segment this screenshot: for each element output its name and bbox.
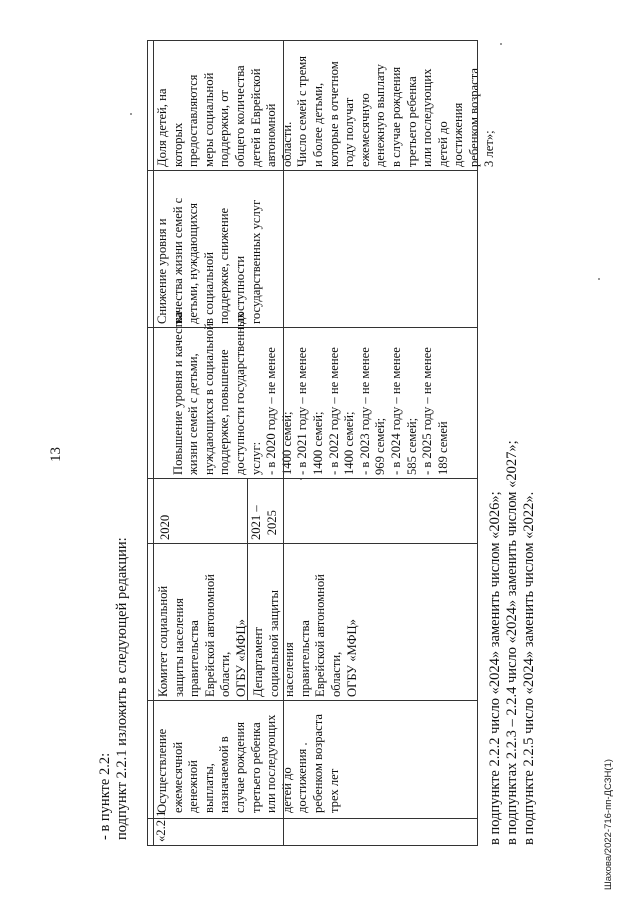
executor-2021-2025: Департамент социальной защиты населения правительства Еврейской автономной области, ОГБУ «МФЦ»: [251, 574, 359, 697]
executor-2020: Комитет социальной защиты населения правительства Еврейской автономной области, ОГБУ «МФЦ»: [156, 574, 248, 697]
scan-speck: [500, 43, 502, 45]
row-number: «2.2.1: [154, 810, 168, 842]
scan-speck: [598, 278, 600, 280]
page-number: 13: [48, 447, 64, 462]
footer-line-2: в подпунктах 2.2.3 – 2.2.4 число «2024» заменить числом «2027»;: [504, 440, 520, 845]
intro-line-1: - в пункте 2.2:: [97, 752, 113, 840]
scan-speck: [305, 743, 307, 745]
scan-speck: [300, 478, 302, 480]
period-2020: 2020: [158, 514, 172, 540]
consequences-cell: Снижение уровня и качества жизни семей с детьми, нуждающихся в социальной поддержке, снижение доступности государственных услуг: [155, 197, 263, 324]
watermark: Шахова/2022-716-пп-ДСЗН(1): [603, 759, 614, 890]
result-text: Повышение уровня и качества жизни семей с детьми, нуждающихся в социальной поддержке, повышение доступности государственных услуг: - в 2020 году – не менее 1400 семей; - в 2021 году – не менее 1400 семей; - в 2022 году – не менее 1400 семей; - в 2023 году – не менее 969 семей; - в 2024 году – не менее 585 семей; - в 2025 году – не менее 189 семей: [170, 311, 450, 475]
scan-speck: [130, 113, 132, 115]
indicators-cell: Доля детей, на которых предоставляются меры социальной поддержки, от общего количества детей в Еврейской автономной области. Число семей с тремя и более детьми, которые в отчетном году получат ежемесячную денежную выплату в случае рождения третьего ребенка или последующих детей до достижения ребенком возраста 3 лет»;: [155, 55, 497, 167]
result-cell: [155, 312, 451, 475]
intro-line-2: подпункт 2.2.1 изложить в следующей редакции:: [114, 537, 130, 840]
footer-line-3: в подпункте 2.2.5 число «2024» заменить числом «2022».: [521, 491, 537, 845]
footer-line-1: в подпункте 2.2.2 число «2024» заменить числом «2026»;: [487, 491, 503, 845]
measure-cell: Осуществление ежемесячной денежной выплаты, назначаемой в случае рождения третьего ребенка или последующих детей до достижения ребенком возраста трех лет: [155, 714, 341, 813]
period-2021-2025: 2021 – 2025: [249, 505, 279, 540]
